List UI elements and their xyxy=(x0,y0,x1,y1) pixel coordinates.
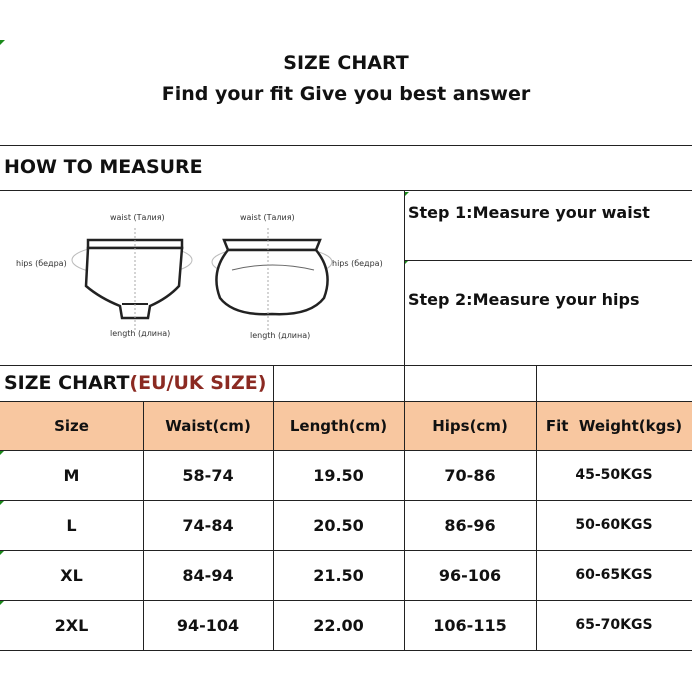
column-header-fit-weight: Fit Weight(kgs) xyxy=(545,416,683,435)
table-cell-length: 19.50 xyxy=(313,465,364,485)
section-divider xyxy=(0,145,692,146)
page-title: SIZE CHART xyxy=(283,52,409,74)
hips-label-back: hips (бедра) xyxy=(332,259,383,268)
table-cell-hips: 86-96 xyxy=(444,515,496,535)
table-cell-fit-weight: 65-70KGS xyxy=(575,617,653,633)
table-cell-size: M xyxy=(63,465,80,485)
table-cell-waist: 58-74 xyxy=(182,465,234,485)
hips-label-front: hips (бедра) xyxy=(16,259,67,268)
column-header-length: Length(cm) xyxy=(289,416,388,435)
column-header-waist: Waist(cm) xyxy=(165,416,251,435)
size-chart-heading xyxy=(4,372,266,394)
table-cell-length: 22.00 xyxy=(313,615,364,635)
column-divider xyxy=(404,190,405,366)
table-cell-size: XL xyxy=(60,565,83,585)
column-header-size: Size xyxy=(54,416,89,435)
table-cell-waist: 84-94 xyxy=(182,565,234,585)
table-cell-hips: 106-115 xyxy=(433,615,507,635)
waist-label-front: waist (Талия) xyxy=(110,213,165,222)
length-label-back: length (длина) xyxy=(250,331,311,340)
table-cell-length: 21.50 xyxy=(313,565,364,585)
cell-marker xyxy=(0,40,5,45)
row-divider xyxy=(404,260,692,261)
brief-front-illustration xyxy=(72,228,192,330)
table-cell-length: 20.50 xyxy=(313,515,364,535)
length-label-front: length (длина) xyxy=(110,329,171,338)
table-cell-fit-weight: 50-60KGS xyxy=(575,517,653,533)
table-cell-hips: 96-106 xyxy=(438,565,502,585)
step-2-text: Step 2:Measure your hips xyxy=(408,290,640,309)
waist-label-back: waist (Талия) xyxy=(240,213,295,222)
table-cell-waist: 94-104 xyxy=(176,615,240,635)
table-cell-size: L xyxy=(66,515,77,535)
step-1-text: Step 1:Measure your waist xyxy=(408,203,650,222)
page-subtitle: Find your fit Give you best answer xyxy=(161,83,531,105)
column-divider xyxy=(404,365,405,401)
table-cell-hips: 70-86 xyxy=(444,465,496,485)
size-chart-heading-main: SIZE CHART xyxy=(4,372,130,394)
brief-back-illustration xyxy=(212,228,332,330)
column-header-hips: Hips(cm) xyxy=(432,416,508,435)
size-region-label: (EU/UK SIZE) xyxy=(129,372,267,394)
how-to-measure-heading: HOW TO MEASURE xyxy=(4,156,203,178)
table-cell-fit-weight: 60-65KGS xyxy=(575,567,653,583)
table-cell-fit-weight: 45-50KGS xyxy=(575,467,653,483)
column-divider xyxy=(536,365,537,401)
row-divider xyxy=(0,650,692,651)
table-cell-size: 2XL xyxy=(54,615,89,635)
table-cell-waist: 74-84 xyxy=(182,515,234,535)
section-divider xyxy=(0,365,692,366)
garment-measure-diagram xyxy=(0,190,404,366)
column-divider xyxy=(273,365,274,401)
